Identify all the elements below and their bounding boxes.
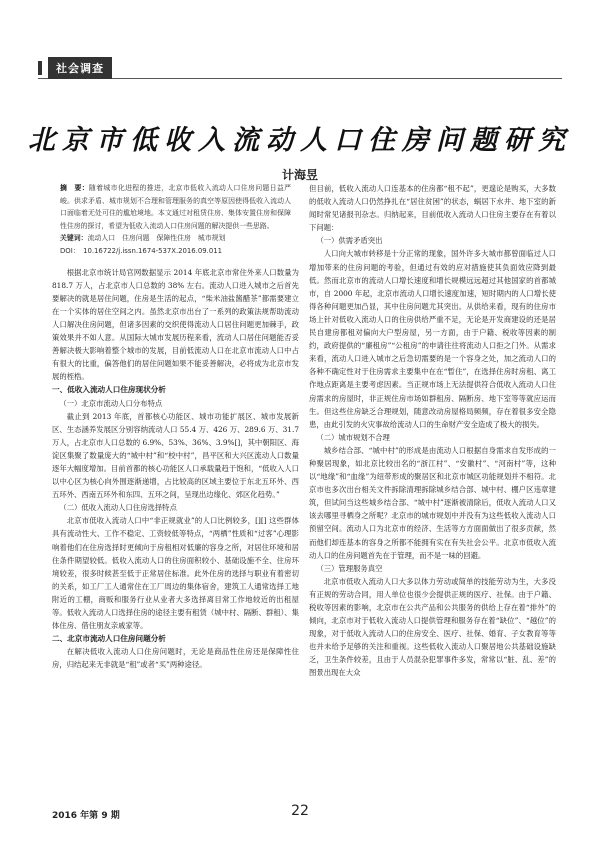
tag-marker — [38, 61, 42, 75]
abstract — [52, 182, 299, 232]
paragraph-1-2: 北京市低收入流动人口中“非正规就业”的人口比例较多，[][] 这些群体具有流动性大、工作不稳定、工资较低等特点，“两栖”性质和“过客”心理影响着他们在住房选择时更倾向于房租相对低廉的容身之所，对居住环境和居住条件期望较低。低收入流动人口的住房面积较小、基础设施不全、住房环境较差，很多时候甚至低于正常居住标准。此外住房的选择与职业有着密切的关系，如工厂工人通常住在工厂周边的集体宿舍，建筑工人通常选择工地附近的工棚，商贩和服务行业从业者大多选择离目常工作地较近的出租屋等。低收入流动人口选择住房的途径主要有租赁（城中村、隔断、群租）、集体住房、借住朋友亲戚家等。 — [52, 516, 299, 631]
paragraph-1-1: 截止到 2013 年底，首都核心功能区、城市功能扩展区、城市发展新区、生态涵养发展区分别容纳流动人口 55.4 万、426 万、289.6 万、31.7 万人，占北京市人口总数的 6.9%、53%、36%、3.9%[]，其中朝阳区、海淀区集聚了数量庞大的“城中村”和“校中村”，昌平区和大兴区流动人口数量逐年大幅度增加。目前首都的核心功能区人口承载量趋于饱和，“低收入人口以中心区为核心向外围逐渐递增，占比较高的区域主要位于东北五环外、西五环外、西南五环外和东四、五环之间，呈现出边缘化、郊区化趋势。” — [52, 411, 299, 500]
abstract-label: 摘 要： — [60, 184, 89, 192]
right-column — [309, 182, 556, 680]
subsection-heading-2-3: （三）管理服务真空 — [316, 563, 383, 573]
page-number: 22 — [291, 803, 309, 819]
keywords-text: 流动人口 住房问题 保障性住房 城市规划 — [87, 234, 226, 243]
left-column — [52, 182, 299, 671]
paragraph-2-1: 人口向大城市转移是十分正常的现象，国外许多大城市都曾面临过人口增加带来的住房问题的考验，但通过有效的应对措施使其负面效应降到最低。然而北京市的流动人口增长速度和增长规模远远超过其他国家的首都城市，自 2000 年起，北京市流动人口增长速度加速，短时期内的人口增长使得各种问题更加凸显，其中住房问题尤其突出。从供给来看，现有的住房市场上针对低收入流动人口的住房供给严重不足，无论是开发商建设的还是居民自建房都租对偏向大户型房屋，另一方面，由于户籍、税收等因素的制约，政府提供的“廉租房”“公租房”的申请往往将流动人口拒之门外。从需求来看，流动人口进入城市之后急切需要的是一个容身之处，加之流动人口的各种不确定性对于住房需求主要集中在在“暂住”，在选择住房时房租、离工作地点距离是主要考虑因素。当正规市场上无法提供符合低收入流动人口住房需求的房屋时，非正规住房市场如群租房、隔断房、地下室等等就应运而生。但这些住房缺乏合理规划，随意改动房屋格局频频，存在着很多安全隐患，由此引发的火灾事故给流动人口的生命财产安全造成了极大的损失。 — [309, 249, 556, 429]
subsection-heading-1-1: （一）北京市流动人口分布特点 — [59, 398, 163, 408]
section-tag — [38, 58, 118, 78]
paragraph-2-cont: 但目前，低收入流动人口连基本的住房都“租不起”，更遑论是购买，大多数的低收入流动人口仍然挣扎在“居住贫困”的状态，蜗居下水井、地下室的新闻时常见诸报刊杂志。归纳起来，目前低收入流动人口住房主要存在有着以下问题： — [309, 184, 556, 233]
doi: DOI： 10.16722/j.issn.1674-537X.2016.09.011 — [60, 246, 222, 255]
keywords-label: 关键词： — [60, 234, 88, 243]
article-author: 计海昱 — [281, 168, 318, 182]
keywords — [52, 232, 299, 245]
issue-label: 2016 年第 9 期 — [52, 811, 120, 821]
section-heading-2: 二、北京市流动人口住房问题分析 — [52, 634, 166, 644]
section-tag-label: 社会调查 — [48, 57, 112, 79]
paragraph-2: 在解决低收入流动人口住房问题时，无论是商品性住房还是保障性住房，归结起来无非就是“租”或者“买”两种途径。 — [52, 647, 299, 670]
intro-paragraph: 根据北京市统计局官网数据显示 2014 年底北京市常住外来人口数量为 818.7 万人，占北京市人口总数的 38% 左右。流动人口进入城市之后首先要解决的就是居住问题，住房是生活的起点，“柴米油盐酱醋茶”都需要建立在一个实体的居住空间之内。虽然北京市出台了一系列的政策法规帮助流动人口解决住房问题，但诸多因素的交织使得流动人口居住问题更加棘手，政策效果并不如人意。从国际大城市发展历程来看，流动人口居住问题能否妥善解决极大影响着整个城市的发展，目前低流动人口在北京市流动人口中占有很大的比重，偏答他们的居住问题如果不能妥善解决，必将成为北京市发展的桎梏。 — [52, 267, 299, 382]
subsection-heading-2-2: （二）城市规划不合理 — [316, 432, 390, 442]
paragraph-2-2: 城乡结合部、“城中村”的形成是由流动人口根据自身需求自发形成的一种聚居现象，如北京比较出名的“浙江村”、“安徽村”、“河南村”等，这种以“地缘”和“血缘”为纽带形成的聚居区和北京市城区功能规划并不相符。北京市也多次出台相关文件拆除清理拆除城乡结合部、城中村、棚户区违章建筑，但试问当这些城乡结合部、“城中村”逐渐被清除后，低收入流动人口又该去哪里寻栖身之所呢？北京市的城市规划中并没有为这些低收入流动人口预留空间。流动人口为北京市的经济、生活等方方面面做出了很多贡献，然而他们却连基本的容身之所都不能拥有实在有失社会公平。北京市低收入流动人口的住房问题首先在于管理，而不是一味的回避。 — [309, 445, 556, 560]
subsection-heading-1-2: （二）低收入流动人口住房选择特点 — [59, 503, 177, 513]
abstract-text: 随着城市化进程的推进，北京市低收入流动人口住房问题日益严峻。供求矛盾、城市规划不合理和管理服务的真空等原因使得低收入流动人口面临着无处可住的尴尬境地。本文通过对租赁住房、集体安置住房和保障性住房的探讨，希望为低收入流动人口住房问题的解决提供一些思路。 — [60, 184, 292, 230]
article-title: 北京市低收入流动人口住房问题研究 — [28, 125, 572, 156]
section-heading-1: 一、低收入流动人口住房现状分析 — [52, 385, 166, 395]
subsection-heading-2-1: （一）供需矛盾突出 — [316, 236, 383, 246]
section-header-bar — [38, 58, 562, 79]
paragraph-2-3: 北京市低收入流动人口大多以体力劳动或简单的技能劳动为生，大多没有正规的劳动合同，用人单位也很少会提供正规的医疗、社保。由于户籍、税收等因素的影响，北京市在公共产品和公共服务的供给上存在着“排外”的倾向，北京市对于低收入流动人口提供管理和服务存在着“缺位”、“越位”的现象，对于低收入流动人口的住房安全、医疗、社保、婚育、子女教育等等也并未给予足够的关注和重视。这些低收入流动人口聚居地公共基础设施缺乏，卫生条件较差，且由于人员混杂犯罪事件多发，常常以“脏、乱、差”的图景出现在大众 — [309, 576, 556, 678]
